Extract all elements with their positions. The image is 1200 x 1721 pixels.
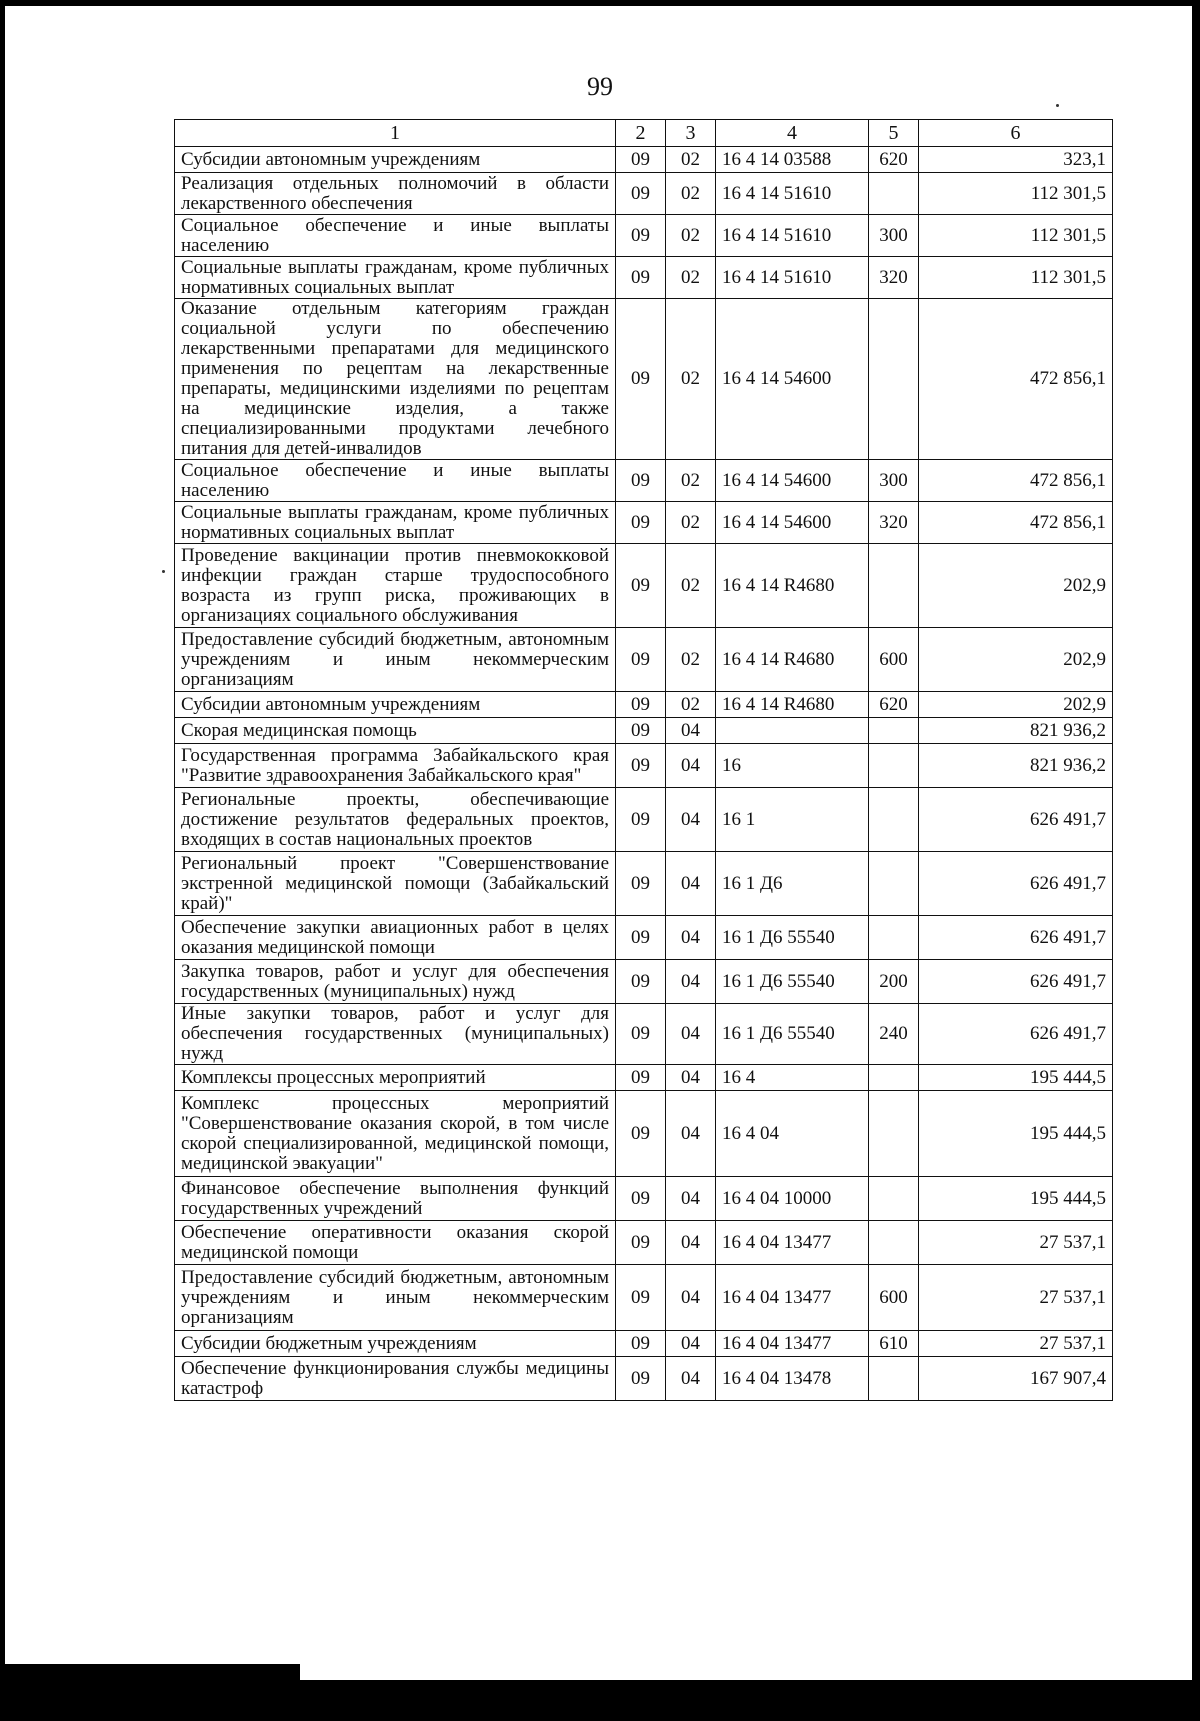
- amount-cell: 195 444,5: [919, 1177, 1113, 1221]
- subsection-code-cell: 04: [666, 1265, 716, 1331]
- subsection-code-cell: 04: [666, 1357, 716, 1401]
- section-code-cell: 09: [616, 1177, 666, 1221]
- target-article-cell: 16 4 14 R4680: [716, 692, 869, 718]
- subsection-code-cell: 04: [666, 744, 716, 788]
- expense-type-cell: 320: [869, 257, 919, 299]
- table-row: [175, 460, 1113, 502]
- section-code-cell: 09: [616, 544, 666, 628]
- table-row: [175, 1221, 1113, 1265]
- scan-bottom-tab: [0, 1664, 300, 1682]
- subsection-code-cell: 04: [666, 1004, 716, 1065]
- expense-type-cell: 320: [869, 502, 919, 544]
- subsection-code-cell: 02: [666, 173, 716, 215]
- expense-type-cell: 300: [869, 215, 919, 257]
- amount-cell: 472 856,1: [919, 502, 1113, 544]
- row-name-cell: Предоставление субсидий бюджетным, автономным учреждениям и иным некоммерческим организациям: [175, 1265, 616, 1331]
- table-row: [175, 852, 1113, 916]
- table-row: [175, 173, 1113, 215]
- target-article-cell: 16 4 14 51610: [716, 173, 869, 215]
- section-code-cell: 09: [616, 1331, 666, 1357]
- subsection-code-cell: 04: [666, 852, 716, 916]
- row-name-cell: Государственная программа Забайкальского края "Развитие здравоохранения Забайкальского края": [175, 744, 616, 788]
- row-name-cell: Социальные выплаты гражданам, кроме публичных нормативных социальных выплат: [175, 502, 616, 544]
- section-code-cell: 09: [616, 257, 666, 299]
- subsection-code-cell: 04: [666, 916, 716, 960]
- section-code-cell: 09: [616, 502, 666, 544]
- expense-type-cell: [869, 1065, 919, 1091]
- section-code-cell: 09: [616, 718, 666, 744]
- row-name-cell: Социальные выплаты гражданам, кроме публичных нормативных социальных выплат: [175, 257, 616, 299]
- expense-type-cell: [869, 299, 919, 460]
- target-article-cell: 16 1 Д6: [716, 852, 869, 916]
- amount-cell: 472 856,1: [919, 460, 1113, 502]
- target-article-cell: 16 4 14 03588: [716, 147, 869, 173]
- amount-cell: 472 856,1: [919, 299, 1113, 460]
- scan-border-right: [1192, 0, 1200, 1721]
- scan-border-top: [0, 0, 1200, 6]
- row-name-cell: Скорая медицинская помощь: [175, 718, 616, 744]
- target-article-cell: 16 4 04 13478: [716, 1357, 869, 1401]
- table-row: [175, 1091, 1113, 1177]
- expense-type-cell: 620: [869, 692, 919, 718]
- section-code-cell: 09: [616, 1091, 666, 1177]
- amount-cell: 323,1: [919, 147, 1113, 173]
- expense-type-cell: [869, 1091, 919, 1177]
- target-article-cell: 16 4 14 54600: [716, 299, 869, 460]
- subsection-code-cell: 04: [666, 960, 716, 1004]
- subsection-code-cell: 02: [666, 147, 716, 173]
- row-name-cell: Предоставление субсидий бюджетным, автономным учреждениям и иным некоммерческим организациям: [175, 628, 616, 692]
- section-code-cell: 09: [616, 1357, 666, 1401]
- target-article-cell: 16: [716, 744, 869, 788]
- row-name-cell: Обеспечение оперативности оказания скорой медицинской помощи: [175, 1221, 616, 1265]
- subsection-code-cell: 04: [666, 1091, 716, 1177]
- section-code-cell: 09: [616, 788, 666, 852]
- amount-cell: 821 936,2: [919, 744, 1113, 788]
- table-row: [175, 718, 1113, 744]
- header-cell: 3: [666, 120, 716, 147]
- expense-type-cell: [869, 744, 919, 788]
- table-row: [175, 1065, 1113, 1091]
- target-article-cell: 16 1 Д6 55540: [716, 916, 869, 960]
- target-article-cell: 16 4 14 51610: [716, 257, 869, 299]
- section-code-cell: 09: [616, 960, 666, 1004]
- amount-cell: 626 491,7: [919, 960, 1113, 1004]
- target-article-cell: 16 4 04 13477: [716, 1221, 869, 1265]
- subsection-code-cell: 02: [666, 502, 716, 544]
- expense-type-cell: [869, 1357, 919, 1401]
- subsection-code-cell: 02: [666, 257, 716, 299]
- row-name-cell: Социальное обеспечение и иные выплаты населению: [175, 215, 616, 257]
- row-name-cell: Обеспечение закупки авиационных работ в целях оказания медицинской помощи: [175, 916, 616, 960]
- target-article-cell: 16 4 14 R4680: [716, 544, 869, 628]
- target-article-cell: 16 4 04 13477: [716, 1265, 869, 1331]
- section-code-cell: 09: [616, 299, 666, 460]
- section-code-cell: 09: [616, 1221, 666, 1265]
- row-name-cell: Комплексы процессных мероприятий: [175, 1065, 616, 1091]
- table-row: [175, 215, 1113, 257]
- subsection-code-cell: 02: [666, 692, 716, 718]
- row-name-cell: Субсидии автономным учреждениям: [175, 692, 616, 718]
- expense-type-cell: [869, 916, 919, 960]
- subsection-code-cell: 02: [666, 544, 716, 628]
- amount-cell: 112 301,5: [919, 173, 1113, 215]
- table-row: [175, 1331, 1113, 1357]
- section-code-cell: 09: [616, 460, 666, 502]
- table-row: [175, 147, 1113, 173]
- section-code-cell: 09: [616, 147, 666, 173]
- row-name-cell: Субсидии бюджетным учреждениям: [175, 1331, 616, 1357]
- expense-type-cell: [869, 1221, 919, 1265]
- amount-cell: 626 491,7: [919, 852, 1113, 916]
- target-article-cell: 16 4 04 13477: [716, 1331, 869, 1357]
- subsection-code-cell: 02: [666, 628, 716, 692]
- budget-table: [174, 119, 1113, 1401]
- section-code-cell: 09: [616, 916, 666, 960]
- section-code-cell: 09: [616, 852, 666, 916]
- row-name-cell: Закупка товаров, работ и услуг для обеспечения государственных (муниципальных) нужд: [175, 960, 616, 1004]
- table-row: [175, 916, 1113, 960]
- target-article-cell: 16 4 14 R4680: [716, 628, 869, 692]
- target-article-cell: 16 4 14 51610: [716, 215, 869, 257]
- section-code-cell: 09: [616, 1265, 666, 1331]
- expense-type-cell: 600: [869, 628, 919, 692]
- expense-type-cell: [869, 544, 919, 628]
- expense-type-cell: [869, 173, 919, 215]
- row-name-cell: Комплекс процессных мероприятий "Совершенствование оказания скорой, в том числе скорой специализированной, медицинской помощи, медицинской эвакуации": [175, 1091, 616, 1177]
- expense-type-cell: 600: [869, 1265, 919, 1331]
- row-name-cell: Обеспечение функционирования службы медицины катастроф: [175, 1357, 616, 1401]
- amount-cell: 626 491,7: [919, 916, 1113, 960]
- target-article-cell: 16 4 04 10000: [716, 1177, 869, 1221]
- amount-cell: 27 537,1: [919, 1331, 1113, 1357]
- amount-cell: 202,9: [919, 544, 1113, 628]
- amount-cell: 27 537,1: [919, 1265, 1113, 1331]
- section-code-cell: 09: [616, 173, 666, 215]
- section-code-cell: 09: [616, 1065, 666, 1091]
- table-row: [175, 692, 1113, 718]
- expense-type-cell: 300: [869, 460, 919, 502]
- expense-type-cell: [869, 852, 919, 916]
- subsection-code-cell: 04: [666, 1177, 716, 1221]
- section-code-cell: 09: [616, 744, 666, 788]
- target-article-cell: 16 1 Д6 55540: [716, 960, 869, 1004]
- target-article-cell: 16 4 04: [716, 1091, 869, 1177]
- table-row: [175, 960, 1113, 1004]
- amount-cell: 27 537,1: [919, 1221, 1113, 1265]
- expense-type-cell: [869, 788, 919, 852]
- target-article-cell: [716, 718, 869, 744]
- table-row: [175, 1357, 1113, 1401]
- section-code-cell: 09: [616, 215, 666, 257]
- table-row: [175, 257, 1113, 299]
- scan-border-bottom: [0, 1680, 1200, 1721]
- target-article-cell: 16 4 14 54600: [716, 460, 869, 502]
- amount-cell: 202,9: [919, 692, 1113, 718]
- amount-cell: 626 491,7: [919, 1004, 1113, 1065]
- row-name-cell: Региональные проекты, обеспечивающие достижение результатов федеральных проектов, входящих в состав национальных проектов: [175, 788, 616, 852]
- subsection-code-cell: 02: [666, 460, 716, 502]
- amount-cell: 195 444,5: [919, 1065, 1113, 1091]
- expense-type-cell: 200: [869, 960, 919, 1004]
- target-article-cell: 16 1: [716, 788, 869, 852]
- row-name-cell: Оказание отдельным категориям граждан социальной услуги по обеспечению лекарственными препаратами для медицинского применения по рецептам на лекарственные препараты, медицинскими изделиями по рецептам на медицинские изделия, а также специализированными продуктами лечебного питания для детей-инвалидов: [175, 299, 616, 460]
- row-name-cell: Субсидии автономным учреждениям: [175, 147, 616, 173]
- section-code-cell: 09: [616, 628, 666, 692]
- table-row: [175, 299, 1113, 460]
- section-code-cell: 09: [616, 1004, 666, 1065]
- expense-type-cell: 620: [869, 147, 919, 173]
- amount-cell: 112 301,5: [919, 215, 1113, 257]
- header-cell: 6: [919, 120, 1113, 147]
- table-row: [175, 628, 1113, 692]
- subsection-code-cell: 02: [666, 299, 716, 460]
- table-header-row: [175, 120, 1113, 147]
- amount-cell: 195 444,5: [919, 1091, 1113, 1177]
- amount-cell: 202,9: [919, 628, 1113, 692]
- section-code-cell: 09: [616, 692, 666, 718]
- expense-type-cell: 240: [869, 1004, 919, 1065]
- table-row: [175, 1004, 1113, 1065]
- row-name-cell: Реализация отдельных полномочий в области лекарственного обеспечения: [175, 173, 616, 215]
- table-row: [175, 544, 1113, 628]
- scan-border-left: [0, 0, 5, 1721]
- table-row: [175, 1177, 1113, 1221]
- table-row: [175, 502, 1113, 544]
- header-cell: 5: [869, 120, 919, 147]
- target-article-cell: 16 1 Д6 55540: [716, 1004, 869, 1065]
- target-article-cell: 16 4: [716, 1065, 869, 1091]
- row-name-cell: Проведение вакцинации против пневмококковой инфекции граждан старше трудоспособного возраста из групп риска, проживающих в организациях социального обслуживания: [175, 544, 616, 628]
- row-name-cell: Социальное обеспечение и иные выплаты населению: [175, 460, 616, 502]
- subsection-code-cell: 04: [666, 788, 716, 852]
- header-cell: 1: [175, 120, 616, 147]
- subsection-code-cell: 04: [666, 1065, 716, 1091]
- amount-cell: 821 936,2: [919, 718, 1113, 744]
- amount-cell: 626 491,7: [919, 788, 1113, 852]
- header-cell: 4: [716, 120, 869, 147]
- expense-type-cell: [869, 1177, 919, 1221]
- table-row: [175, 788, 1113, 852]
- subsection-code-cell: 04: [666, 1221, 716, 1265]
- table-row: [175, 744, 1113, 788]
- row-name-cell: Иные закупки товаров, работ и услуг для обеспечения государственных (муниципальных) нужд: [175, 1004, 616, 1065]
- target-article-cell: 16 4 14 54600: [716, 502, 869, 544]
- subsection-code-cell: 04: [666, 718, 716, 744]
- expense-type-cell: [869, 718, 919, 744]
- scan-speck: [162, 570, 165, 573]
- expense-type-cell: 610: [869, 1331, 919, 1357]
- row-name-cell: Финансовое обеспечение выполнения функций государственных учреждений: [175, 1177, 616, 1221]
- row-name-cell: Региональный проект "Совершенствование экстренной медицинской помощи (Забайкальский край)": [175, 852, 616, 916]
- amount-cell: 112 301,5: [919, 257, 1113, 299]
- page-number: 99: [587, 72, 613, 101]
- scan-speck: [1056, 104, 1059, 107]
- header-cell: 2: [616, 120, 666, 147]
- subsection-code-cell: 02: [666, 215, 716, 257]
- subsection-code-cell: 04: [666, 1331, 716, 1357]
- amount-cell: 167 907,4: [919, 1357, 1113, 1401]
- table-row: [175, 1265, 1113, 1331]
